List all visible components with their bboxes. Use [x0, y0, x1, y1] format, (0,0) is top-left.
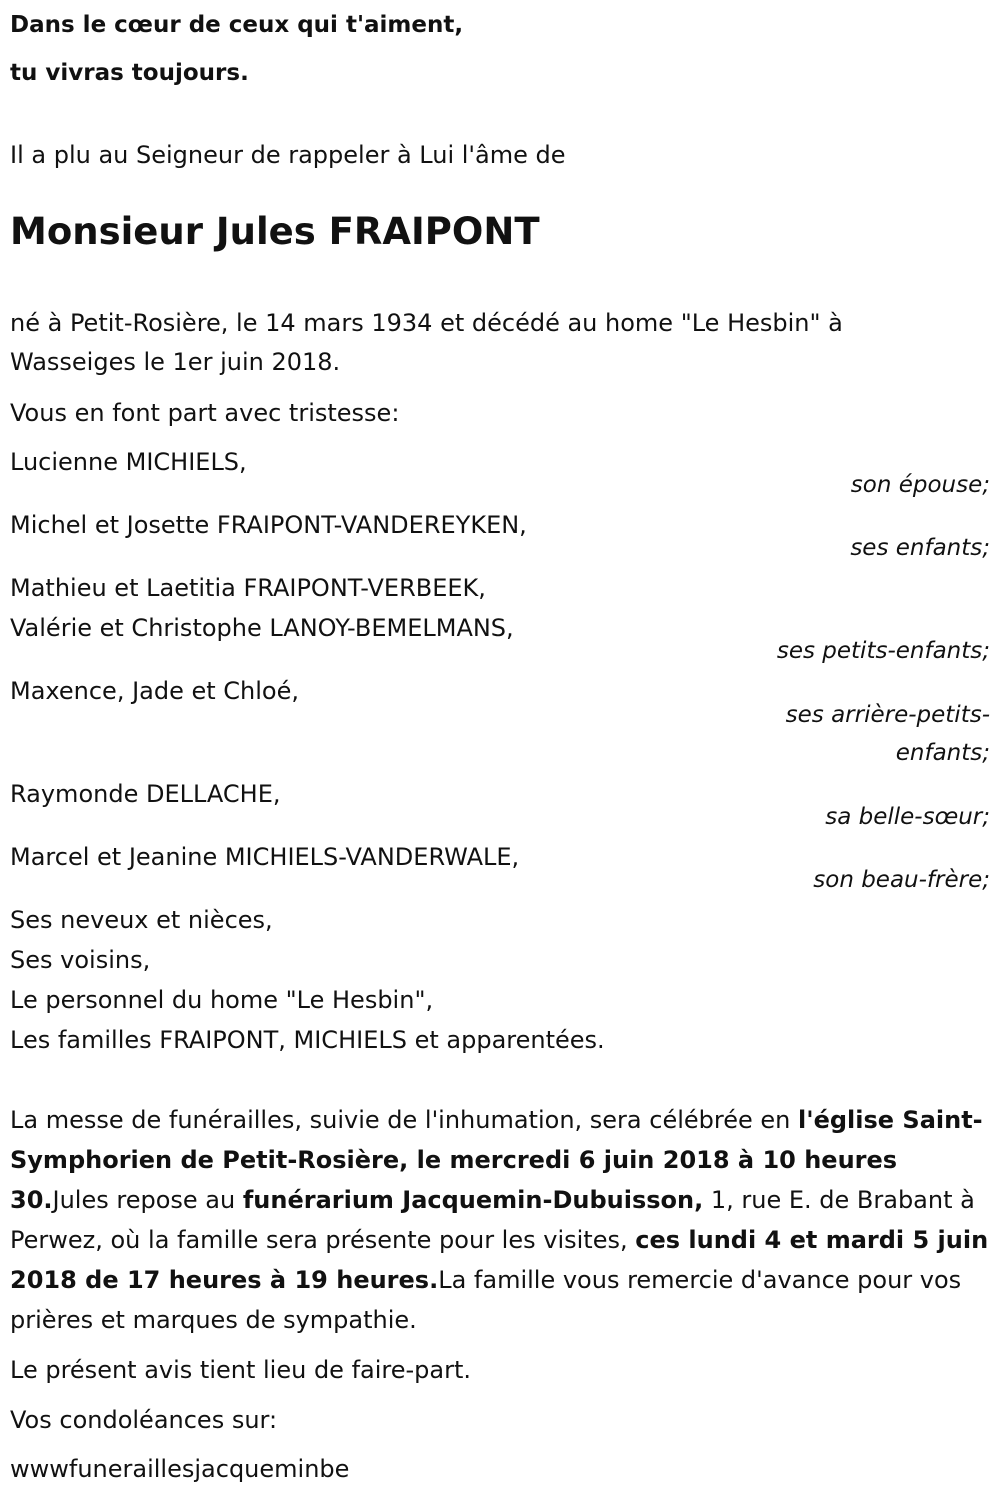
other-mourner: Les familles FRAIPONT, MICHIELS et apparentées.: [10, 1026, 605, 1054]
family-name: Maxence, Jade et Chloé,: [10, 677, 300, 705]
birth-death-line-2: Wasseiges le 1er juin 2018.: [10, 348, 341, 376]
ceremony-text: La famille vous remercie d'avance pour vos prières et marques de sympathie.: [10, 1266, 962, 1334]
family-name: Lucienne MICHIELS,: [10, 448, 247, 476]
family-name: Mathieu et Laetitia FRAIPONT-VERBEEK,: [10, 574, 486, 602]
other-mourner: Ses neveux et nièces,: [10, 906, 273, 934]
deceased-name: Monsieur Jules FRAIPONT: [10, 210, 540, 253]
family-relation: sa belle-sœur;: [825, 804, 990, 830]
other-mourner: Ses voisins,: [10, 946, 151, 974]
family-name: Valérie et Christophe LANOY-BEMELMANS,: [10, 614, 514, 642]
birth-death-line-1: né à Petit-Rosière, le 14 mars 1934 et décédé au home "Le Hesbin" à: [10, 309, 843, 337]
ceremony-text: 1, rue E. de Brabant à Perwez, où la famille sera présente pour les visites,: [10, 1186, 975, 1254]
family-name: Marcel et Jeanine MICHIELS-VANDERWALE,: [10, 843, 520, 871]
family-relation: ses arrière-petits-: [785, 702, 990, 728]
ceremony-visits: ces lundi 4 et mardi 5 juin 2018 de 17 heures à 19 heures.: [10, 1226, 989, 1294]
family-name: Raymonde DELLACHE,: [10, 780, 281, 808]
verse-line-2: tu vivras toujours.: [10, 60, 249, 86]
other-mourner: Le personnel du home "Le Hesbin",: [10, 986, 434, 1014]
website-link[interactable]: wwwfuneraillesjacqueminbe: [10, 1455, 350, 1483]
announce-text: Vous en font part avec tristesse:: [10, 399, 400, 427]
family-relation: son beau-frère;: [813, 867, 990, 893]
condolences-label: Vos condoléances sur:: [10, 1406, 278, 1434]
intro-text: Il a plu au Seigneur de rappeler à Lui l'âme de: [10, 141, 566, 169]
ceremony-text: La messe de funérailles, suivie de l'inhumation, sera célébrée en: [10, 1106, 798, 1134]
family-name: Michel et Josette FRAIPONT-VANDEREYKEN,: [10, 511, 527, 539]
ceremony-paragraph: [10, 1100, 990, 1340]
family-relation: enfants;: [895, 740, 990, 766]
ceremony-church: l'église Saint-Symphorien de Petit-Rosière, le mercredi 6 juin 2018 à 10 heures 30.: [10, 1106, 983, 1214]
verse-line-1: Dans le cœur de ceux qui t'aiment,: [10, 12, 464, 38]
ceremony-funeral-home: funérarium Jacquemin-Dubuisson,: [242, 1186, 704, 1214]
family-relation: ses petits-enfants;: [776, 638, 990, 664]
family-relation: son épouse;: [850, 472, 990, 498]
notice-text: Le présent avis tient lieu de faire-part.: [10, 1356, 472, 1384]
ceremony-text: Jules repose au: [52, 1186, 243, 1214]
family-relation: ses enfants;: [850, 535, 990, 561]
